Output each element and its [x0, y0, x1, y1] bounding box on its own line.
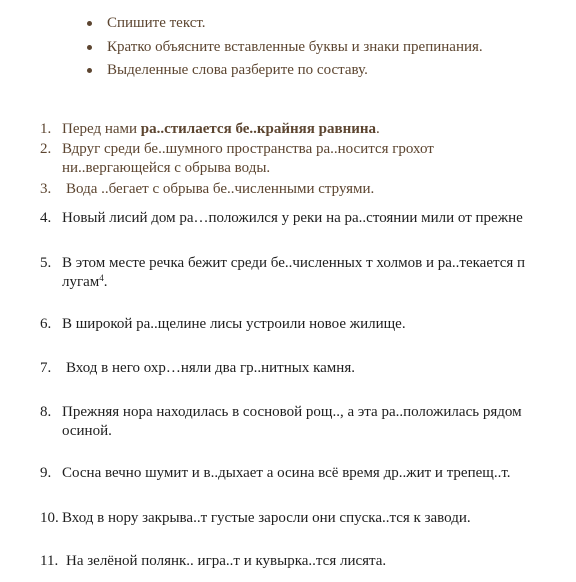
sentence-punct: . [103, 274, 108, 290]
item-number: 9. [40, 465, 52, 481]
sentence-3: Вода ..бегает с обрыва бе..численными струями. [66, 181, 375, 197]
item-number: 1. [40, 121, 52, 137]
highlighted-words: ра..стилается бе..крайняя равнина [140, 121, 377, 137]
sentence-text: Перед нами [62, 121, 141, 137]
item-number: 8. [40, 404, 52, 420]
bullet-icon [87, 21, 92, 26]
item-number: 10. [40, 510, 59, 526]
sentence-10: Вход в нору закрыва..т густые заросли они спуска..тся к заводи. [62, 510, 471, 526]
item-number: 5. [40, 255, 52, 271]
sentence-4: Новый лисий дом ра…положился у реки на ра..стоянии мили от прежне [62, 210, 523, 226]
sentence-7: Вход в него охр…няли два гр..нитных камня. [66, 360, 355, 376]
instruction-item: Кратко объясните вставленные буквы и знаки препинания. [107, 39, 483, 55]
sentence-punct: . [376, 121, 380, 137]
bullet-icon [87, 45, 92, 50]
instruction-item: Выделенные слова разберите по составу. [107, 62, 368, 78]
footnote-mark: 4 [99, 273, 104, 283]
sentence-11: На зелёной полянк.. игра..т и кувырка..тся лисята. [66, 553, 387, 569]
item-number: 6. [40, 316, 52, 332]
sentence-2-line-1: Вдруг среди бе..шумного пространства ра..носится грохот [62, 141, 434, 157]
bullet-icon [87, 68, 92, 73]
sentence-8-line-2: осиной. [62, 423, 112, 439]
item-number: 7. [40, 360, 52, 376]
sentence-9: Сосна вечно шумит и в..дыхает а осина всё время др..жит и трепещ..т. [62, 465, 511, 481]
item-number: 3. [40, 181, 52, 197]
sentence-text: лугам [62, 274, 100, 290]
item-number: 4. [40, 210, 52, 226]
sentence-8-line-1: Прежняя нора находилась в сосновой рощ.., а эта ра..положилась рядом [62, 404, 522, 420]
sentence-2-line-2: ни..вергающейся с обрыва воды. [62, 160, 271, 176]
sentence-5-line-2 [62, 274, 108, 291]
item-number: 2. [40, 141, 52, 157]
instruction-item: Спишите текст. [107, 15, 206, 31]
item-number: 11. [40, 553, 59, 569]
sentence-5-line-1: В этом месте речка бежит среди бе..численных т холмов и ра..текается п [62, 255, 526, 271]
sentence-1 [62, 121, 380, 138]
sentence-6: В широкой ра..щелине лисы устроили новое жилище. [62, 316, 406, 332]
